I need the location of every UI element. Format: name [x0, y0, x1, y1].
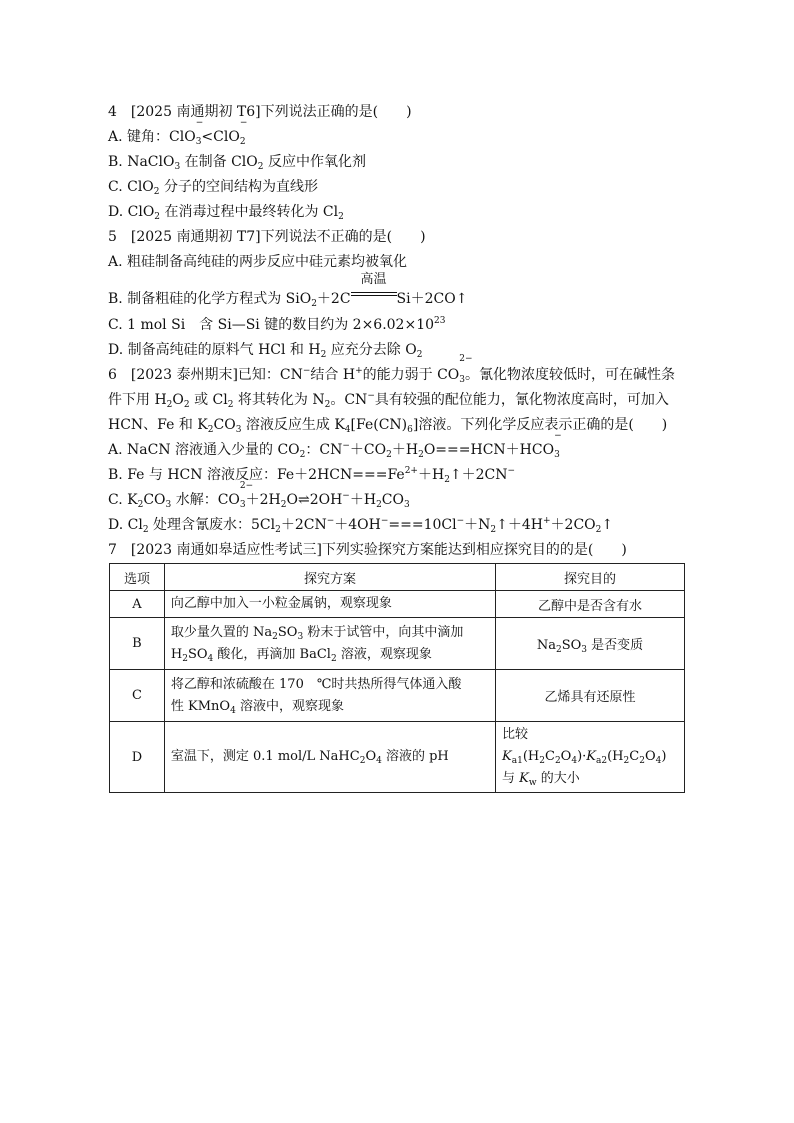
- row-purpose: 比较 $K_{a1}(H_2C_2O_4)\cdot K_{a2}(H_2C_2O_4)$ 与 $K_w$ 的大小: [496, 722, 685, 793]
- row-option: A: [110, 591, 165, 618]
- q4-stem: 4 [2025 南通期初 T6]下列说法正确的是( ): [108, 104, 412, 120]
- row-plan: 将乙醇和浓硫酸在 170 ℃时共热所得气体通入酸 性 KMnO$_4$ 溶液中，观察现象: [164, 670, 495, 722]
- row-purpose: 乙烯具有还原性: [496, 670, 685, 722]
- table-row: [110, 591, 685, 618]
- row-option: D: [110, 722, 165, 793]
- row-plan: 取少量久置的 $Na_2SO_3$ 粉末于试管中，向其中滴加 $H_2SO_4$ 酸化，再滴加 BaCl$_2$ 溶液，观察现象: [164, 618, 495, 670]
- row-option: B: [110, 618, 165, 670]
- q5-stem: 5 [2025 南通期初 T7]下列说法不正确的是( ): [108, 229, 426, 245]
- q5-option-b: B. 制备粗硅的化学方程式为 SiO$_2$＋2C 高温 Si＋2CO↑: [108, 272, 468, 309]
- q4-option-c: C. ClO$_2$ 分子的空间结构为直线形: [108, 179, 318, 197]
- header-plan: 探究方案: [164, 564, 495, 591]
- header-option: 选项: [110, 564, 165, 591]
- q7-stem: 7 [2023 南通如皋适应性考试三]下列实验探究方案能达到相应探究目的的是( ): [108, 542, 627, 558]
- q6-option-b: B. Fe 与 HCN 溶液反应：$Fe+2HCN===Fe^{2+}+H_2↑+2CN^-$: [108, 466, 516, 485]
- q5-option-d: D. 制备高纯硅的原料气 HCl 和 $H_2$ 应充分去除 $O_2$: [108, 342, 423, 360]
- q6-option-d: D. $Cl_2$ 处理含氰废水：$5Cl_2+2CN^-+4OH^-===10Cl^-+N_2↑+4H^++2CO_2↑$: [108, 516, 614, 535]
- row-plan: 向乙醇中加入一小粒金属钠，观察现象: [164, 591, 495, 618]
- table-row: [110, 618, 685, 670]
- q4-option-d: D. ClO$_2$ 在消毒过程中最终转化为 $Cl_2$: [108, 204, 344, 222]
- q6-stem: 6 [2023 泰州期末]已知：CN−结合 H+的能力弱于 CO 2− $_3$。氰化物浓度较低时，可在碱性条件下用 $H_2O_2$ 或 $Cl_2$ 将其转化为 $N_2$。CN−具有较强的配位能力，氰化物浓度高时，可加入 HCN、Fe 和 $K_2CO_3$ 溶液反应生成 $K_4[Fe(CN)_6]$溶液。下列化学反应表示正确的是( ): [108, 354, 676, 435]
- row-purpose: 乙醇中是否含有水: [496, 591, 685, 618]
- reaction-condition: 高温: [351, 289, 397, 309]
- q5-option-c: C. 1 mol Si 含 Si—Si 键的数目约为 $2\times 6.02\times 10^{23}$: [108, 316, 446, 333]
- q6-option-a: A. NaCN 溶液通入少量的 $CO_2$：$CN^-+CO_2+H_2O===HCN+HCO$ − $_3$: [108, 431, 562, 460]
- q7-table: [109, 563, 685, 793]
- table-header-row: [110, 564, 685, 591]
- row-purpose: $Na_2SO_3$ 是否变质: [496, 618, 685, 670]
- row-option: C: [110, 670, 165, 722]
- row-plan: 室温下，测定 0.1 mol/L $NaHC_2O_4$ 溶液的 pH: [164, 722, 495, 793]
- header-purpose: 探究目的: [496, 564, 685, 591]
- q6-option-c: C. $K_2CO_3$ 水解：CO 2− $_3+2H_2O\rightleftharpoons 2OH^-+H_2CO_3$: [108, 481, 410, 510]
- q4-option-a: A. 键角：ClO − $_3$<ClO − $_2$: [108, 118, 248, 147]
- table-row: [110, 670, 685, 722]
- q5-option-a: A. 粗硅制备高纯硅的两步反应中硅元素均被氧化: [108, 254, 408, 270]
- table-row: [110, 722, 685, 793]
- q4-option-b: B. NaClO$_3$ 在制备 ClO$_2$ 反应中作氧化剂: [108, 154, 366, 172]
